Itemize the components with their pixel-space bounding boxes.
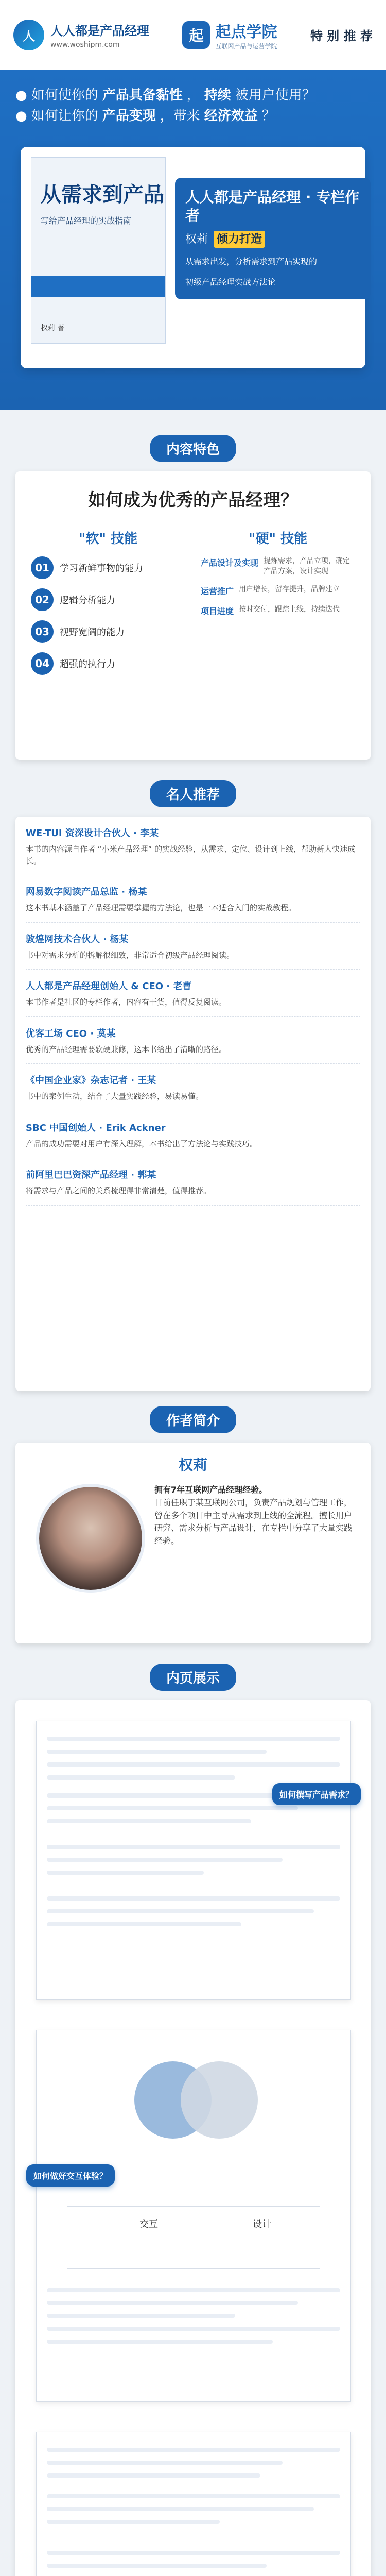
- rec-item: [26, 979, 360, 1017]
- rec-head-1: WE-TUI 资深设计合伙人 · 李某: [26, 828, 159, 839]
- shot-line: [47, 1750, 267, 1754]
- hard-label-3: 项目进度: [201, 606, 234, 617]
- hero-l2-strong: 产品变现: [102, 108, 156, 124]
- soft-num-2: 02: [31, 588, 54, 611]
- hero-line-2: [15, 106, 371, 126]
- rec-item: [26, 1167, 360, 1206]
- venn-table: [67, 2206, 320, 2269]
- author-name: 权莉: [178, 1456, 207, 1473]
- book-stripe: [31, 276, 165, 297]
- summary-line2-prefix: 权莉: [185, 232, 208, 246]
- hard-skills-col: [201, 528, 355, 744]
- rec-head-5: 优客工场 CEO · 莫某: [26, 1028, 116, 1039]
- top-header: [0, 0, 386, 70]
- venn: [134, 2061, 258, 2144]
- shot-line: [47, 2473, 260, 2478]
- hard-desc-2: 用户增长，留存提升，品牌建立: [239, 585, 340, 594]
- soft-item: [31, 620, 185, 643]
- hero-line-1: [15, 85, 371, 106]
- shot-line: [47, 2314, 235, 2318]
- book-author: 权莉 著: [41, 324, 65, 332]
- shot-line: [47, 2461, 283, 2465]
- left-brand: [13, 20, 149, 50]
- hero-l2-prefix: 如何让你的: [31, 108, 98, 124]
- shot-line: [47, 1775, 235, 1780]
- shot-line: [47, 2507, 314, 2511]
- summary-line1: 人人都是产品经理 · 专栏作者: [185, 189, 360, 225]
- right-slogan: 特 别 推 荐: [310, 29, 373, 43]
- summary-line2: [185, 231, 360, 248]
- soft-item: [31, 652, 185, 675]
- rec-item: [26, 826, 360, 875]
- features-pill: 内容特色: [150, 435, 236, 462]
- shot-line: [47, 2564, 267, 2568]
- author-pill: 作者简介: [150, 1406, 236, 1433]
- rec-head-6: 《中国企业家》杂志记者 · 王某: [26, 1075, 156, 1086]
- mid-logo: 起: [182, 21, 210, 49]
- rec-item: [26, 885, 360, 923]
- features-card: [15, 471, 371, 760]
- hero-l1-prefix: 如何使你的: [31, 88, 98, 103]
- soft-text-1: 学习新鲜事物的能力: [60, 563, 143, 574]
- hero-l1-strong2: 持续: [204, 88, 231, 103]
- shot-line: [47, 2288, 340, 2292]
- shot-line: [47, 2327, 340, 2331]
- shot-line: [47, 2340, 273, 2344]
- hard-item: [201, 556, 355, 577]
- hero-l1-suffix: 被用户使用？: [235, 88, 315, 103]
- hard-desc-1: 提炼需求，产品立项，确定产品方案，设计实现: [264, 557, 350, 575]
- author-desc: [154, 1484, 355, 1548]
- page-shot-2: [33, 2030, 351, 2402]
- rec-body-2: 这本书基本涵盖了产品经理需要掌握的方法论，也是一本适合入门的实战教程。: [26, 903, 296, 912]
- soft-text-4: 超强的执行力: [60, 659, 115, 670]
- soft-item: [31, 588, 185, 611]
- hard-label-2: 运营推广: [201, 586, 234, 597]
- features-headline: 如何成为优秀的产品经理？: [88, 490, 298, 511]
- rec-item: [26, 1073, 360, 1111]
- rec-body-1: 本书的内容源自作者 “小米产品经理” 的实战经验，从需求、定位、设计到上线，帮助新人快速成长。: [26, 844, 356, 866]
- soft-skills-title: "软" 技能: [78, 531, 138, 547]
- hero-l1-mid: ，: [186, 88, 200, 103]
- mid-title: 起点学院: [215, 23, 277, 41]
- rec-body-3: 书中对需求分析的拆解很细致，非常适合初级产品经理阅读。: [26, 950, 235, 960]
- gallery-pill: 内页展示: [150, 1664, 236, 1691]
- rec-body-7: 产品的成功需要对用户有深入理解，本书给出了方法论与实践技巧。: [26, 1139, 258, 1148]
- shot-line: [47, 1871, 204, 1875]
- book-title: 从需求到产品: [41, 183, 164, 207]
- mid-sub: 互联网产品与运营学院: [215, 43, 277, 50]
- book-area: [21, 147, 365, 368]
- soft-skills-col: [31, 528, 185, 744]
- soft-num-4: 04: [31, 652, 54, 675]
- mid-brand: [182, 19, 277, 50]
- author-card: [15, 1443, 371, 1643]
- rec-item: [26, 1121, 360, 1159]
- brand-url: www.woshipm.com: [50, 41, 120, 49]
- brand-logo: 人: [13, 20, 44, 50]
- hard-item: [201, 585, 355, 597]
- hard-label-1: 产品设计及实现: [201, 558, 259, 568]
- gallery-title: [0, 1662, 386, 1692]
- hard-desc-3: 按时交付，跟踪上线，持续迭代: [239, 605, 340, 614]
- author-title: [0, 1404, 386, 1435]
- hero-l1-strong: 产品具备黏性: [102, 88, 183, 103]
- gallery-card: [15, 1700, 371, 2576]
- shot-line: [47, 2494, 340, 2498]
- hero-bullet-1: ●: [15, 88, 27, 103]
- shot-line: [47, 1858, 283, 1862]
- venn-table-right: 设计: [253, 2219, 271, 2230]
- shot-line: [47, 2551, 340, 2555]
- book-summary: [175, 178, 371, 299]
- shot-line: [47, 1922, 241, 1926]
- author-avatar: [36, 1484, 145, 1593]
- author-intro: 目前任职于某互联网公司，负责产品规划与管理工作，曾在多个项目中主导从需求到上线的全流程。擅长用户研究、需求分析与产品设计，在专栏中分享了大量实践经验。: [154, 1497, 353, 1546]
- soft-text-2: 逻辑分析能力: [60, 595, 115, 606]
- hard-skills-title: "硬" 技能: [248, 531, 308, 547]
- recommend-pill: 名人推荐: [150, 780, 236, 807]
- shot-line: [47, 2301, 298, 2305]
- shot-line: [47, 1896, 340, 1901]
- rec-head-4: 人人都是产品经理创始人 & CEO · 老曹: [26, 981, 192, 992]
- bubble-requirement: 如何撰写产品需求？: [272, 1783, 361, 1805]
- rec-head-7: SBC 中国创始人 · Erik Ackner: [26, 1122, 166, 1133]
- rec-body-4: 本书作者是社区的专栏作者，内容有干货，值得反复阅读。: [26, 997, 227, 1007]
- rec-body-6: 书中的案例生动，结合了大量实践经验，易读易懂。: [26, 1092, 204, 1101]
- book-subtitle: 写给产品经理的实战指南: [41, 216, 132, 226]
- rec-item: [26, 932, 360, 970]
- hero-bullet-2: ●: [15, 108, 27, 124]
- soft-text-3: 视野宽阔的能力: [60, 627, 125, 638]
- bubble-ux: 如何做好交互体验？: [26, 2164, 115, 2187]
- hero-l2-strong2: 经济效益: [204, 108, 258, 124]
- shot-line: [47, 1819, 251, 1823]
- hero: [0, 70, 386, 410]
- hero-l2-suffix: ？: [261, 108, 275, 124]
- recommend-card: [15, 817, 371, 1391]
- summary-small-1: 从需求出发，分析需求到产品实现的: [185, 257, 318, 267]
- hero-lines: [15, 85, 371, 126]
- summary-line2-em: 倾力打造: [214, 231, 265, 248]
- features-columns: [31, 528, 355, 744]
- shot-line: [47, 1909, 314, 1913]
- book-cover: [31, 157, 166, 344]
- soft-item: [31, 556, 185, 579]
- soft-num-1: 01: [31, 556, 54, 579]
- venn-right-circle: [181, 2061, 258, 2139]
- rec-head-8: 前阿里巴巴资深产品经理 · 郭某: [26, 1170, 156, 1180]
- rec-body-5: 优秀的产品经理需要软硬兼修，这本书给出了清晰的路径。: [26, 1044, 227, 1054]
- shot-line: [47, 1762, 340, 1767]
- venn-table-left: 交互: [139, 2219, 158, 2230]
- hero-l2-mid: ，带来: [160, 108, 200, 124]
- soft-num-3: 03: [31, 620, 54, 643]
- shot-line: [47, 1737, 340, 1741]
- rec-item: [26, 1026, 360, 1064]
- features-title: [0, 433, 386, 464]
- author-intro-bold: 拥有7年互联网产品经理经验。: [154, 1485, 268, 1495]
- rec-head-2: 网易数字阅读产品总监 · 杨某: [26, 887, 147, 897]
- brand-text: [50, 21, 149, 49]
- page-shot-1: [36, 1721, 354, 2000]
- rec-head-3: 敦煌网技术合伙人 · 杨某: [26, 934, 129, 945]
- shot-line: [47, 1845, 340, 1849]
- rec-body-8: 将需求与产品之间的关系梳理得非常清楚，值得推荐。: [26, 1186, 212, 1195]
- summary-small-2: 初级产品经理实战方法论: [185, 277, 276, 287]
- page-shot-3: [36, 2432, 351, 2576]
- hard-skill-list: [201, 556, 355, 617]
- shot-line: [47, 2448, 340, 2452]
- brand-name: 人人都是产品经理: [50, 24, 149, 38]
- shot-line: [47, 1806, 298, 1810]
- recommend-title: [0, 778, 386, 809]
- hard-item: [201, 605, 355, 617]
- shot-line: [47, 2520, 220, 2524]
